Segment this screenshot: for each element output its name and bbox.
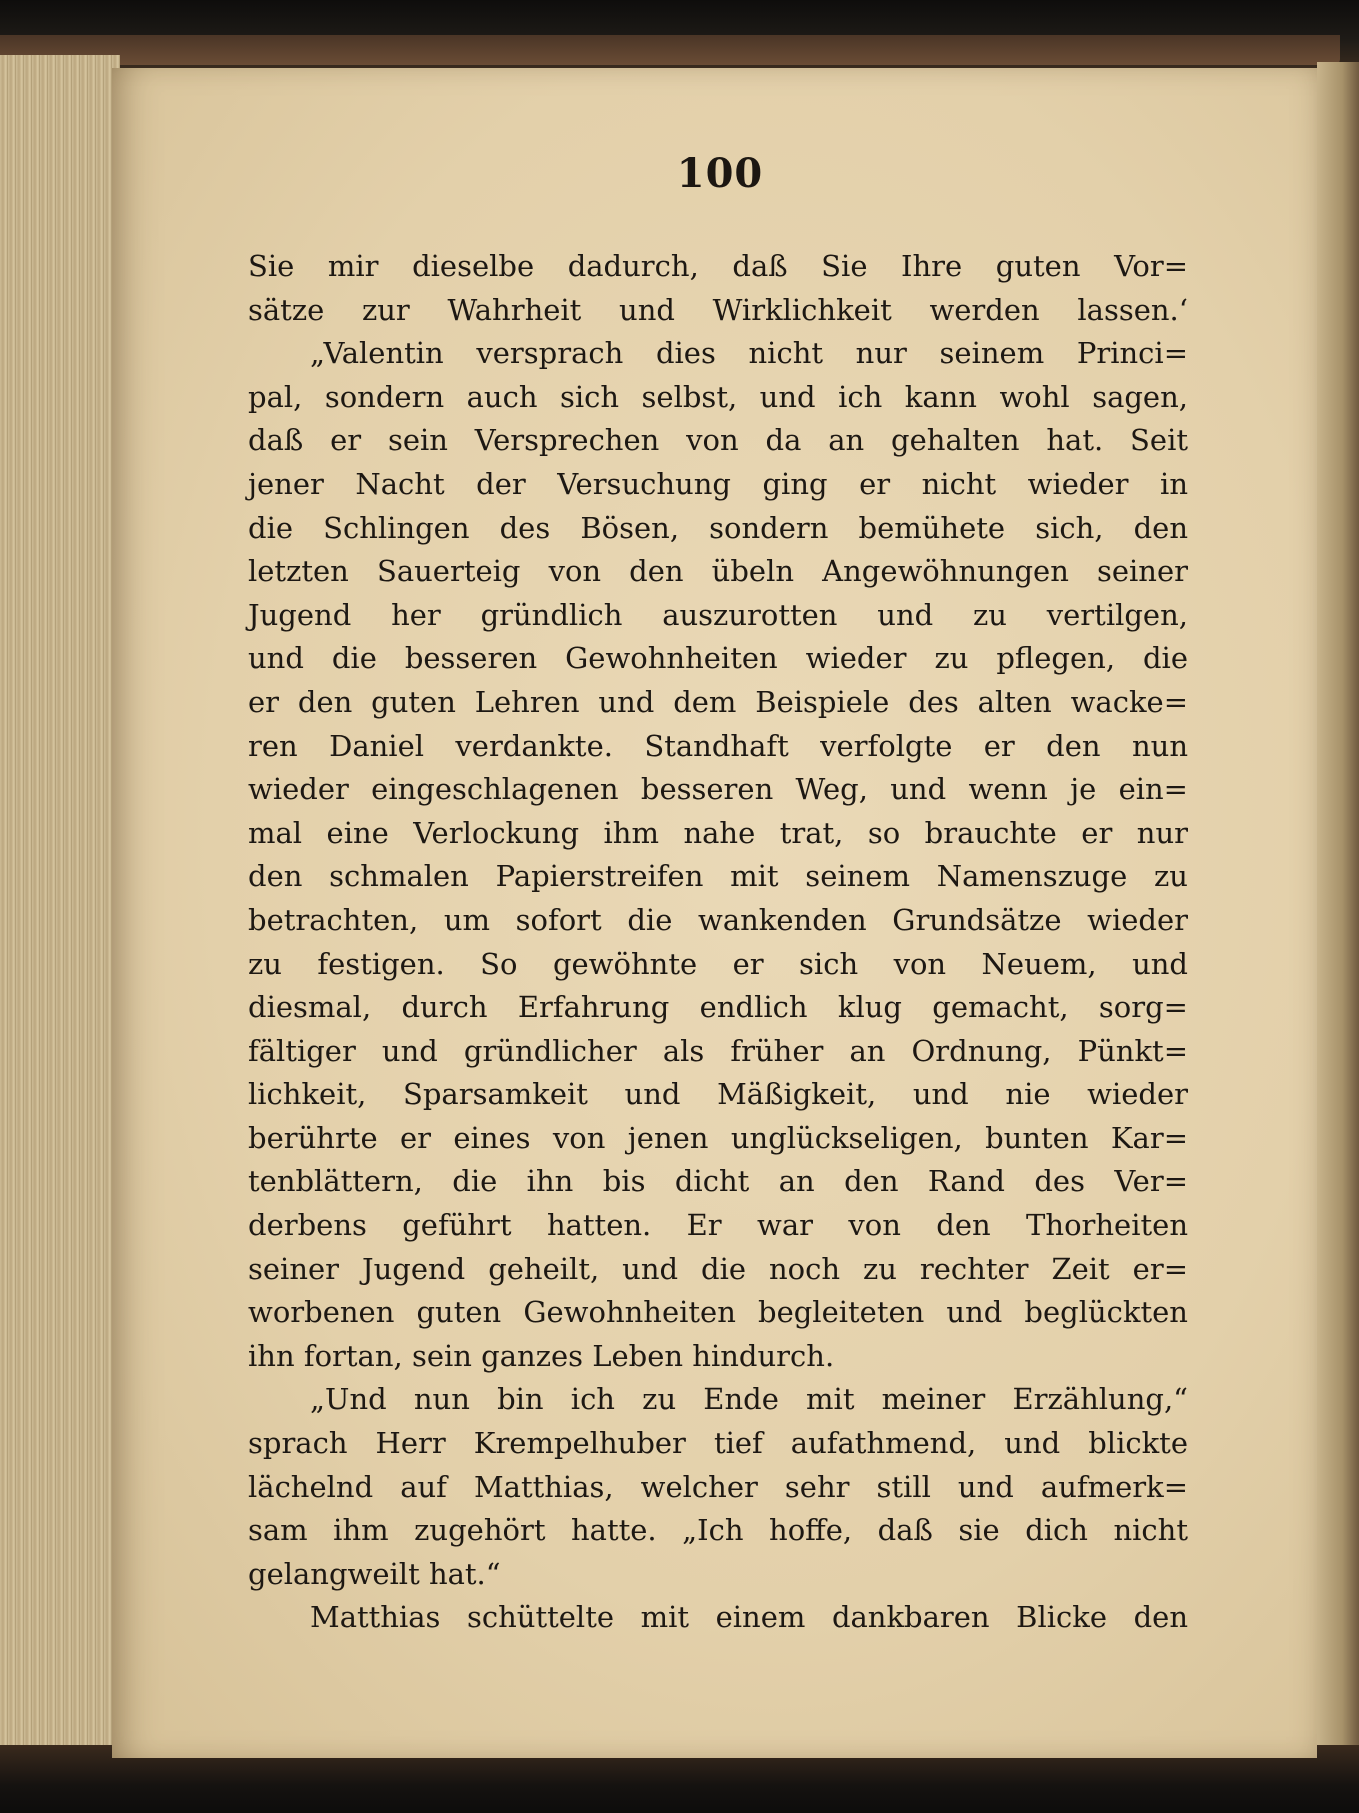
text-line: lichkeit, Sparsamkeit und Mäßigkeit, und nie wieder <box>248 1077 1188 1112</box>
text-line: Jugend her gründlich auszurotten und zu vertilgen, <box>248 597 1188 632</box>
text-line: wieder eingeschlagenen besseren Weg, und wenn je ein= <box>248 772 1188 807</box>
text-line: diesmal, durch Erfahrung endlich klug gemacht, sorg= <box>248 990 1188 1025</box>
text-line: Matthias schüttelte mit einem dankbaren Blicke den <box>310 1600 1188 1635</box>
text-line: den schmalen Papierstreifen mit seinem Namenszuge zu <box>248 859 1188 894</box>
page-body-text <box>248 245 1188 1640</box>
text-line: daß er sein Versprechen von da an gehalten hat. Seit <box>248 423 1188 458</box>
text-line: derbens geführt hatten. Er war von den Thorheiten <box>248 1208 1188 1243</box>
text-line: jener Nacht der Versuchung ging er nicht wieder in <box>248 466 1188 501</box>
text-line: pal, sondern auch sich selbst, und ich kann wohl sagen, <box>248 379 1188 414</box>
text-line: zu festigen. So gewöhnte er sich von Neuem, und <box>248 946 1188 981</box>
text-line: und die besseren Gewohnheiten wieder zu pflegen, die <box>248 641 1188 676</box>
text-line: betrachten, um sofort die wankenden Grundsätze wieder <box>248 902 1188 937</box>
page-stack-left <box>0 55 120 1755</box>
page-number: 100 <box>676 150 764 197</box>
text-line: er den guten Lehren und dem Beispiele des alten wacke= <box>248 684 1188 719</box>
text-line: Sie mir dieselbe dadurch, daß Sie Ihre guten Vor= <box>248 249 1188 283</box>
page-edge-right <box>1317 62 1359 1762</box>
text-line: sätze zur Wahrheit und Wirklichkeit werden lassen.‘ <box>248 292 1188 327</box>
text-line: berührte er eines von jenen unglückseligen, bunten Kar= <box>248 1120 1188 1155</box>
text-line: lächelnd auf Matthias, welcher sehr still und aufmerk= <box>248 1469 1188 1504</box>
text-line: die Schlingen des Bösen, sondern bemühete sich, den <box>248 510 1188 545</box>
text-line: tenblättern, die ihn bis dicht an den Rand des Ver= <box>248 1164 1188 1199</box>
text-line: „Und nun bin ich zu Ende mit meiner Erzählung,“ <box>310 1382 1188 1417</box>
text-line: worbenen guten Gewohnheiten begleiteten und beglückten <box>248 1295 1188 1330</box>
text-line: ihn fortan, sein ganzes Leben hindurch. <box>248 1338 835 1373</box>
text-line: ren Daniel verdankte. Standhaft verfolgte er den nun <box>248 728 1188 763</box>
text-line: „Valentin versprach dies nicht nur seinem Princi= <box>310 336 1188 371</box>
text-line: letzten Sauerteig von den übeln Angewöhnungen seiner <box>248 554 1188 589</box>
book-cover-edge <box>0 35 1340 65</box>
text-line: gelangweilt hat.“ <box>248 1556 501 1591</box>
text-line: fältiger und gründlicher als früher an Ordnung, Pünkt= <box>248 1033 1188 1068</box>
text-line: sprach Herr Krempelhuber tief aufathmend, und blickte <box>248 1426 1188 1461</box>
text-line: seiner Jugend geheilt, und die noch zu rechter Zeit er= <box>248 1251 1188 1286</box>
text-line: sam ihm zugehört hatte. „Ich hoffe, daß sie dich nicht <box>248 1513 1188 1548</box>
text-line: mal eine Verlockung ihm nahe trat, so brauchte er nur <box>248 815 1188 850</box>
